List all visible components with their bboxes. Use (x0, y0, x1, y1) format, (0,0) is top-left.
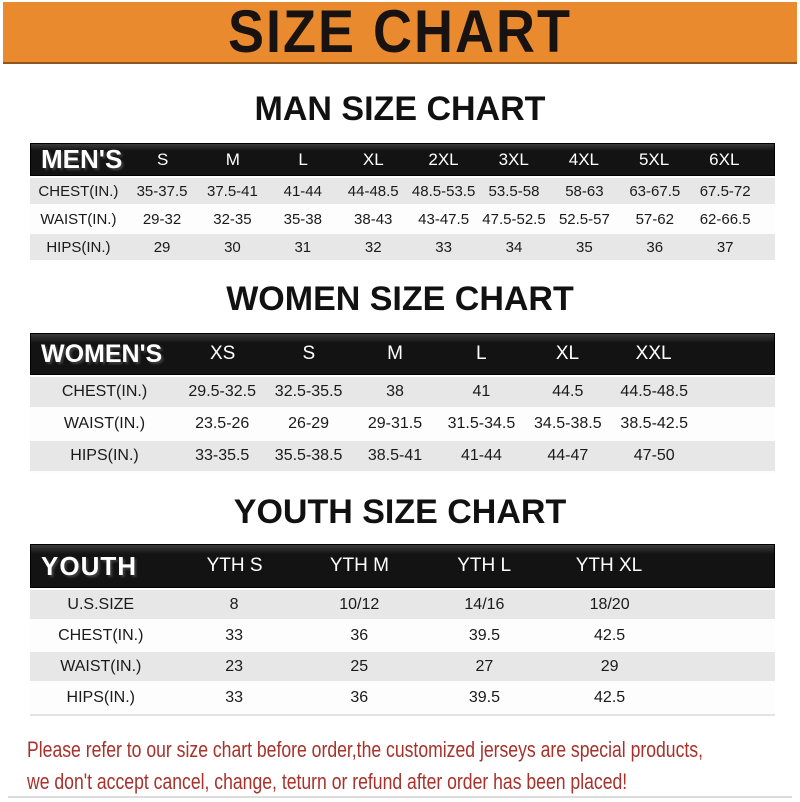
row-label: U.S.SIZE (67, 595, 135, 613)
column-header: YTH XL (575, 555, 643, 576)
column-header: 2XL (428, 149, 459, 169)
table-row (30, 683, 775, 714)
size-value: 53.5-58 (488, 182, 540, 200)
row-label: CHEST(IN.) (38, 182, 119, 200)
size-value: 39.5 (468, 626, 500, 644)
size-value: 29.5-32.5 (188, 383, 256, 400)
size-value: 41-44 (283, 182, 322, 200)
column-header: M (225, 149, 240, 169)
size-value: 67.5-72 (699, 182, 751, 200)
size-value: 18/20 (589, 595, 630, 613)
size-value: 43-47.5 (418, 210, 470, 228)
footer-line-2: we don't accept cancel, change, teturn or refund after order has been placed! (27, 769, 628, 794)
size-value: 32 (364, 238, 382, 256)
size-value: 29-31.5 (367, 415, 423, 432)
table-row (30, 590, 775, 621)
table-title: YOUTH (41, 550, 137, 581)
size-table-youth (30, 544, 775, 716)
size-value: 37.5-41 (206, 182, 258, 200)
size-value: 62-66.5 (699, 210, 751, 228)
size-value: 38.5-41 (367, 447, 423, 464)
table-row (30, 441, 775, 473)
footer-line-1: Please refer to our size chart before order,the customized jerseys are special products, (27, 737, 703, 762)
size-value: 39.5 (468, 688, 500, 706)
column-header: 3XL (498, 149, 529, 169)
size-value: 41-44 (460, 447, 502, 464)
size-value: 33 (435, 238, 452, 256)
size-value: 8 (229, 595, 239, 613)
size-value: 36 (350, 688, 369, 706)
size-value: 10/12 (339, 595, 380, 613)
size-value: 29-32 (142, 210, 182, 228)
banner-title: SIZE CHART (228, 0, 572, 66)
column-header: 6XL (709, 149, 740, 169)
size-value: 42.5 (594, 626, 626, 644)
column-header: XS (210, 343, 236, 364)
size-value: 44.5 (552, 383, 584, 400)
section-heading-women: WOMEN SIZE CHART (226, 280, 574, 318)
size-value: 29 (600, 657, 619, 675)
table-title: WOMEN'S (41, 339, 163, 368)
size-value: 37 (716, 238, 734, 256)
column-header: 4XL (568, 149, 600, 169)
table-row (30, 234, 775, 262)
size-value: 25 (350, 657, 369, 675)
row-label: CHEST(IN.) (58, 626, 144, 644)
table-row (30, 621, 775, 652)
size-value: 41 (472, 383, 491, 400)
bottom-divider (8, 796, 792, 798)
column-header: M (387, 343, 403, 364)
table-row (30, 377, 775, 409)
size-value: 47-50 (633, 447, 675, 464)
column-header: XXL (635, 343, 672, 364)
size-value: 26-29 (288, 415, 330, 432)
size-value: 38 (386, 383, 404, 400)
table-row (30, 178, 775, 206)
size-value: 44-48.5 (347, 182, 399, 200)
size-value: 23 (225, 657, 244, 675)
size-value: 36 (646, 238, 664, 256)
column-header: L (298, 149, 308, 169)
size-value: 33 (225, 688, 244, 706)
size-table-men (30, 143, 775, 262)
size-value: 33 (225, 626, 244, 644)
size-value: 32-35 (213, 210, 252, 228)
row-label: HIPS(IN.) (70, 447, 139, 464)
size-value: 38-43 (354, 210, 393, 228)
size-value: 34.5-38.5 (534, 415, 602, 432)
column-header: XL (555, 343, 580, 364)
size-value: 34 (505, 238, 523, 256)
section-heading-men: MAN SIZE CHART (254, 90, 546, 128)
size-value: 63-67.5 (629, 182, 681, 200)
table-row (30, 652, 775, 683)
column-header: YTH S (206, 555, 263, 576)
size-value: 42.5 (594, 688, 626, 706)
size-value: 44.5-48.5 (620, 383, 689, 400)
column-header: YTH L (457, 555, 512, 576)
row-label: WAIST(IN.) (63, 415, 146, 432)
row-label: HIPS(IN.) (46, 238, 111, 256)
column-header: 5XL (638, 149, 670, 169)
column-header: XL (362, 149, 384, 169)
size-value: 31 (294, 238, 312, 256)
column-header: S (302, 343, 316, 364)
size-value: 47.5-52.5 (482, 210, 546, 228)
row-label: WAIST(IN.) (40, 210, 117, 228)
column-header: L (475, 343, 487, 364)
size-value: 35-37.5 (136, 182, 188, 200)
row-label: WAIST(IN.) (60, 657, 142, 675)
size-value: 48.5-53.5 (411, 182, 476, 200)
size-value: 32.5-35.5 (274, 383, 343, 400)
size-value: 33-35.5 (195, 447, 250, 464)
size-value: 35-38 (283, 210, 322, 228)
size-value: 14/16 (464, 595, 505, 613)
size-value: 27 (475, 657, 494, 675)
section-heading-youth: YOUTH SIZE CHART (233, 493, 567, 531)
size-value: 23.5-26 (195, 415, 250, 432)
size-value: 52.5-57 (558, 210, 610, 228)
size-chart-banner (3, 2, 797, 64)
column-header: S (157, 149, 169, 169)
size-value: 30 (224, 238, 241, 256)
table-header-row (30, 143, 775, 176)
table-title: MEN'S (41, 144, 123, 174)
footer-note (27, 734, 800, 798)
size-value: 35 (576, 238, 593, 256)
row-label: HIPS(IN.) (66, 688, 135, 706)
row-label: CHEST(IN.) (61, 383, 148, 400)
column-header: YTH M (329, 555, 389, 576)
size-value: 44-47 (547, 447, 589, 464)
table-row (30, 409, 775, 441)
table-row (30, 206, 775, 234)
size-value: 57-62 (635, 210, 674, 228)
table-header-row (30, 544, 775, 588)
size-value: 31.5-34.5 (447, 415, 516, 432)
table-header-row (30, 333, 775, 375)
size-value: 36 (350, 626, 369, 644)
size-value: 58-63 (565, 182, 604, 200)
size-value: 35.5-38.5 (274, 447, 343, 464)
size-table-women (30, 333, 775, 473)
size-value: 38.5-42.5 (620, 415, 689, 432)
size-value: 29 (153, 238, 171, 256)
